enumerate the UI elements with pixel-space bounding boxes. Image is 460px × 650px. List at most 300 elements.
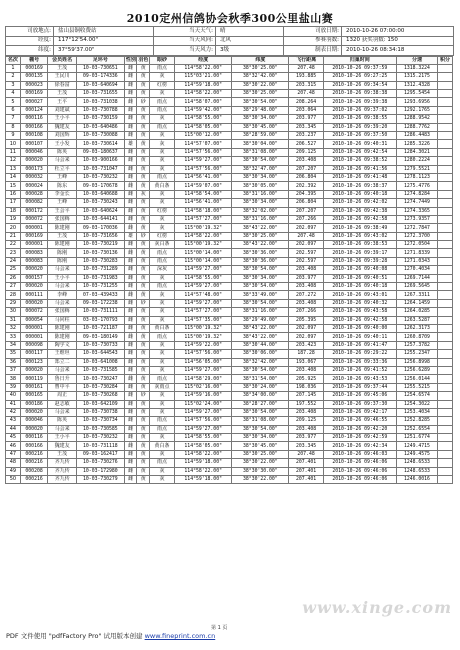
table-cell: 黄 [137, 215, 150, 223]
table-cell: 38°30'25.00" [232, 64, 289, 72]
table-cell: 2010-10-26 09:46:55 [323, 417, 396, 425]
table-cell: 黄 [137, 241, 150, 249]
table-row [6, 434, 453, 442]
table-cell: 207.48 [289, 232, 323, 240]
table-cell: 王小平 [48, 434, 77, 442]
table-cell: 砂 [137, 299, 150, 307]
table-cell: 10-03-731255 [76, 283, 124, 291]
table-cell [438, 400, 453, 408]
table-cell: 1256.6289 [396, 366, 437, 374]
table-cell: 灰 [149, 224, 174, 232]
table-cell: 王茂 [48, 450, 77, 458]
table-cell [438, 366, 453, 374]
table-cell: 114°57'48.00" [175, 291, 232, 299]
table-cell: 黄 [137, 417, 150, 425]
table-cell: 雌 [124, 333, 137, 341]
table-cell: 38°29'48.00" [232, 106, 289, 114]
results-table [5, 56, 453, 485]
table-cell: 灰 [149, 90, 174, 98]
table-cell: 10-03-730088 [76, 132, 124, 140]
info-label: 司放日期: [284, 27, 342, 37]
table-cell: 114°57'56.00" [175, 165, 232, 173]
table-cell: 2010-10-26 09:41:52 [323, 366, 396, 374]
table-cell: 齐九传 [48, 467, 77, 475]
table-cell: 2010-10-26 09:40:51 [323, 274, 396, 282]
table-cell: 马会来 [48, 157, 77, 165]
table-cell: 197.552 [289, 400, 323, 408]
table-cell: 38°30'45.00" [232, 442, 289, 450]
table-cell: 27 [6, 283, 21, 291]
table-cell: 2010-10-26 09:37:50 [323, 132, 396, 140]
table-row [6, 224, 453, 232]
column-header: 经度 [175, 56, 232, 64]
table-cell: 2010-10-26 09:39:20 [323, 123, 396, 131]
table-cell: 灰 [149, 215, 174, 223]
table-cell: 203.423 [289, 341, 323, 349]
table-cell: 雌 [124, 325, 137, 333]
table-cell: 38°30'30.00" [232, 467, 289, 475]
table-cell: 115°00'14.00" [175, 257, 232, 265]
table-cell: 207.48 [289, 450, 323, 458]
table-cell: 雨点 [149, 64, 174, 72]
table-cell: 雌 [124, 442, 137, 450]
table-row [6, 274, 453, 282]
table-cell: 115°03'21.00" [175, 73, 232, 81]
table-cell: 38°30'25.00" [232, 450, 289, 458]
table-cell: 10-03-730232 [76, 173, 124, 181]
table-cell: 000172 [20, 207, 47, 215]
table-cell: 26 [6, 274, 21, 282]
table-cell [438, 350, 453, 358]
table-cell: 10-03-731983 [76, 274, 124, 282]
table-cell: 203.237 [289, 132, 323, 140]
table-cell: 雨点 [149, 123, 174, 131]
table-cell: 雌 [124, 408, 137, 416]
table-cell: 000117 [20, 350, 47, 358]
table-row [6, 257, 453, 265]
table-cell: 36 [6, 358, 21, 366]
table-cell: 114°58'22.00" [175, 232, 232, 240]
table-cell: 209.125 [289, 417, 323, 425]
table-cell: 10-03-644543 [76, 350, 124, 358]
table-cell: 雌 [124, 450, 137, 458]
table-cell [438, 392, 453, 400]
table-cell: 灰 [149, 157, 174, 165]
table-cell: 114°58'22.00" [175, 450, 232, 458]
table-cell: 205.925 [289, 375, 323, 383]
table-cell: 黄 [137, 459, 150, 467]
table-cell: 1315.2175 [396, 73, 437, 81]
table-cell: 114°58'22.00" [175, 467, 232, 475]
table-row [6, 442, 453, 450]
table-cell: 10-03-644141 [76, 215, 124, 223]
table-cell: 黄 [137, 64, 150, 72]
table-cell: 000161 [20, 383, 47, 391]
table-cell: 2010-10-26 09:42:59 [323, 434, 396, 442]
table-cell: 115°00'19.32" [175, 224, 232, 232]
table-cell: 4 [6, 90, 21, 98]
table-cell: 09-03-162417 [76, 450, 124, 458]
table-cell [438, 442, 453, 450]
table-cell: 齐九传 [48, 459, 77, 467]
table-row [6, 333, 453, 341]
table-cell: 黄 [137, 408, 150, 416]
table-cell: 黄 [137, 257, 150, 265]
table-cell: 34 [6, 341, 21, 349]
table-cell: 38°30'25.00" [232, 232, 289, 240]
table-cell: 114°58'05.00" [175, 123, 232, 131]
table-cell: 114°58'07.00" [175, 98, 232, 106]
table-cell: 2010-10-26 09:38:52 [323, 157, 396, 165]
table-cell: 马会来 [48, 366, 77, 374]
table-cell: 000027 [20, 98, 47, 106]
table-cell [438, 90, 453, 98]
table-cell: 38°31'16.00" [232, 190, 289, 198]
table-cell: 000116 [20, 115, 47, 123]
table-cell: 114°56'05.00" [175, 358, 232, 366]
table-cell: 雌 [124, 241, 137, 249]
table-cell: 黄 [137, 383, 150, 391]
table-cell: 10-03-731656 [76, 232, 124, 240]
table-cell [438, 459, 453, 467]
table-cell: 204.395 [289, 190, 323, 198]
table-cell: 陈英 [48, 417, 77, 425]
table-cell: 114°57'56.00" [175, 350, 232, 358]
table-cell: 114°59'27.00" [175, 408, 232, 416]
table-cell: 38°30'54.00" [232, 408, 289, 416]
table-cell: 张国梅 [48, 215, 77, 223]
table-cell: 207.207 [289, 207, 323, 215]
table-cell: 209.125 [289, 148, 323, 156]
table-cell: 114°59'18.00" [175, 476, 232, 484]
table-cell: 1267.3311 [396, 291, 437, 299]
table-cell: 1272.3700 [396, 232, 437, 240]
table-cell: 38°30'24.00" [232, 383, 289, 391]
table-cell: 07-03-439433 [76, 291, 124, 299]
table-cell: 红楞 [149, 207, 174, 215]
table-cell: 115°02'24.00" [175, 400, 232, 408]
table-cell: 09-03-172238 [76, 299, 124, 307]
table-cell [438, 316, 453, 324]
table-cell: 38°30'34.00" [232, 115, 289, 123]
table-cell: 2010-10-26 09:46:06 [323, 467, 396, 475]
table-cell: 10-03-640694 [76, 81, 124, 89]
table-cell: 雌 [124, 90, 137, 98]
table-cell: 10-03-730585 [76, 425, 124, 433]
info-label: 参赛羽数: [284, 36, 342, 46]
table-cell: 王维坦 [48, 350, 77, 358]
table-cell [438, 140, 453, 148]
table-cell: 10-03-721187 [76, 325, 124, 333]
table-cell: 10-03-730284 [76, 383, 124, 391]
table-cell: 38°30'54.00" [232, 157, 289, 165]
table-cell: 38°29'49.00" [232, 316, 289, 324]
table-cell: 10-03-900166 [76, 157, 124, 165]
table-cell: 38°30'25.00" [232, 90, 289, 98]
table-cell: 1278.1123 [396, 173, 437, 181]
table-cell: 207.145 [289, 392, 323, 400]
table-cell [438, 165, 453, 173]
table-cell: 雌 [124, 434, 137, 442]
table-cell [438, 383, 453, 391]
table-row [6, 215, 453, 223]
table-cell: 马会来 [48, 299, 77, 307]
table-cell [438, 207, 453, 215]
table-cell: 黄 [137, 148, 150, 156]
table-cell: 2010-10-26 09:29:22 [323, 350, 396, 358]
table-cell: 1252.6554 [396, 425, 437, 433]
table-cell: 2010-10-26 09:40:18 [323, 190, 396, 198]
table-cell: 陈建刚 [48, 325, 77, 333]
table-cell: 47 [6, 450, 21, 458]
table-cell: 41 [6, 400, 21, 408]
table-cell: 陈建刚 [48, 224, 77, 232]
table-cell: 35 [6, 350, 21, 358]
table-cell: 25 [6, 266, 21, 274]
table-cell: 000208 [20, 467, 47, 475]
table-cell: 32 [6, 325, 21, 333]
table-cell: 雌 [124, 249, 137, 257]
table-cell: 10 [6, 140, 21, 148]
info-value: 37°59'37.00" [54, 46, 154, 56]
table-cell: 10-03-731038 [76, 98, 124, 106]
table-cell: 38°30'34.00" [232, 274, 289, 282]
info-label: 司放地点: [6, 27, 54, 37]
table-row [6, 140, 453, 148]
table-cell: 43 [6, 417, 21, 425]
table-cell: 王小平 [48, 115, 77, 123]
table-cell: 黄 [137, 283, 150, 291]
table-cell: 203.977 [289, 274, 323, 282]
table-cell: 王茂 [48, 64, 77, 72]
table-cell: 雨点 [149, 98, 174, 106]
table-cell: 000166 [20, 123, 47, 131]
table-cell: 48 [6, 459, 21, 467]
table-row [6, 476, 453, 484]
table-cell: 38°30'06.00" [232, 350, 289, 358]
table-cell: 114°59'27.00" [175, 157, 232, 165]
table-row [6, 375, 453, 383]
table-row [6, 299, 453, 307]
table-cell: 38°30'36.00" [232, 249, 289, 257]
table-cell: 雌 [124, 341, 137, 349]
table-cell: 23 [6, 249, 21, 257]
table-row [6, 81, 453, 89]
table-cell: 115°00'19.32" [175, 333, 232, 341]
table-cell: 38°30'45.00" [232, 123, 289, 131]
table-cell: 陈东 [48, 182, 77, 190]
table-cell: 09-03-170036 [76, 224, 124, 232]
info-value: 2010-10-26 08:34:18 [342, 46, 454, 56]
table-cell: 陈刚 [48, 257, 77, 265]
table-row [6, 283, 453, 291]
table-cell: 000165 [20, 392, 47, 400]
table-cell: 徐春富 [48, 81, 77, 89]
table-cell: 雌 [124, 215, 137, 223]
table-cell: 10-03-642109 [76, 400, 124, 408]
table-row [6, 467, 453, 475]
table-row [6, 132, 453, 140]
table-cell: 203.064 [289, 106, 323, 114]
table-cell [438, 274, 453, 282]
table-cell: 2010-10-26 09:42:34 [323, 442, 396, 450]
table-cell: 38°30'44.00" [232, 341, 289, 349]
table-cell: 2010-10-26 09:41:56 [323, 165, 396, 173]
table-cell: 000020 [20, 266, 47, 274]
table-cell: 雨点 [149, 333, 174, 341]
results-header-row [6, 56, 453, 64]
table-cell [438, 123, 453, 131]
table-cell: 187.28 [289, 350, 323, 358]
table-cell: 000107 [20, 140, 47, 148]
table-cell: 黄 [137, 325, 150, 333]
table-cell: 000023 [20, 81, 47, 89]
table-cell: 黄 [137, 224, 150, 232]
table-cell [438, 333, 453, 341]
table-cell: 114°58'55.00" [175, 274, 232, 282]
table-cell [438, 308, 453, 316]
table-cell: 203.408 [289, 157, 323, 165]
table-cell: 黄 [137, 291, 150, 299]
table-cell: 203.408 [289, 283, 323, 291]
table-cell: 马会来 [48, 408, 77, 416]
table-cell: 10-03-731118 [76, 442, 124, 450]
pdf-footer [6, 631, 215, 640]
table-cell: 10-03-640624 [76, 207, 124, 215]
table-cell: 2010-10-26 09:34:54 [323, 81, 396, 89]
table-cell: 灰 [149, 115, 174, 123]
table-cell: 2010-10-26 09:40:08 [323, 266, 396, 274]
table-cell: 1285.3226 [396, 140, 437, 148]
table-cell: 114°59'27.00" [175, 283, 232, 291]
table-cell: 10-03-640688 [76, 190, 124, 198]
column-header: 飞行距离 [289, 56, 323, 64]
table-cell: 黄 [137, 358, 150, 366]
table-row [6, 417, 453, 425]
info-label: 制表日期: [284, 46, 342, 56]
table-cell: 1274.3365 [396, 207, 437, 215]
table-cell: 魏建友 [48, 442, 77, 450]
table-cell: 000020 [20, 299, 47, 307]
table-cell: 17 [6, 199, 21, 207]
table-cell: 雌 [124, 459, 137, 467]
table-cell [438, 81, 453, 89]
table-cell: 2010-10-26 09:41:47 [323, 341, 396, 349]
table-cell: 2010-10-26 09:37:44 [323, 383, 396, 391]
table-row [6, 249, 453, 257]
table-cell: 周正 [48, 392, 77, 400]
table-cell: 1263.5287 [396, 316, 437, 324]
table-cell: 2010-10-26 09:39:28 [323, 257, 396, 265]
table-cell: 38°31'54.00" [232, 375, 289, 383]
table-row [6, 366, 453, 374]
footer-link[interactable]: www.fineprint.com.cn [144, 632, 216, 640]
table-cell: 38°43'22.00" [232, 224, 289, 232]
table-cell: 李峰 [48, 291, 77, 299]
table-cell: 40 [6, 392, 21, 400]
table-cell: 114°58'55.00" [175, 434, 232, 442]
table-cell: 2010-10-26 09:42:38 [323, 207, 396, 215]
table-cell: 1293.6956 [396, 98, 437, 106]
table-cell: 20 [6, 224, 21, 232]
table-cell: 2010-10-26 09:40:32 [323, 299, 396, 307]
race-info-table [5, 26, 454, 56]
table-cell: 1272.7847 [396, 224, 437, 232]
table-cell: 114°58'22.00" [175, 64, 232, 72]
table-cell: 雌 [124, 266, 137, 274]
table-cell: 王峰 [48, 199, 77, 207]
table-cell: 雌 [124, 366, 137, 374]
table-cell: 10-03-730243 [76, 199, 124, 207]
site-watermark: www.xinge.com [302, 598, 452, 617]
table-cell: 陶学文 [48, 341, 77, 349]
table-cell: 16 [6, 190, 21, 198]
table-cell: 灰 [149, 392, 174, 400]
table-cell: 灰 [149, 165, 174, 173]
table-cell: 黄 [137, 249, 150, 257]
table-cell: 10-03-730159 [76, 115, 124, 123]
column-header: 分速 [396, 56, 437, 64]
table-cell: 雌 [124, 207, 137, 215]
table-cell: 38°30'34.00" [232, 173, 289, 181]
column-header: 羽色 [138, 56, 149, 63]
table-cell: 黄白条 [149, 325, 174, 333]
table-cell: 2010-10-26 09:42:58 [323, 215, 396, 223]
table-cell: 38°30'34.00" [232, 199, 289, 207]
table-cell: 203.408 [289, 299, 323, 307]
table-cell: 1275.4776 [396, 182, 437, 190]
table-cell: 19 [6, 215, 21, 223]
table-cell: 1256.0144 [396, 375, 437, 383]
table-cell: 206.804 [289, 199, 323, 207]
table-cell: 灰 [149, 190, 174, 198]
table-cell: 灰 [149, 358, 174, 366]
table-cell: 10-03-730276 [76, 459, 124, 467]
table-cell: 38 [6, 375, 21, 383]
table-cell: 114°58'54.00" [175, 190, 232, 198]
column-header: 性别 [125, 56, 136, 63]
table-cell: 44 [6, 425, 21, 433]
table-cell: 2010-10-26 09:38:53 [323, 241, 396, 249]
table-cell: 雨点 [149, 425, 174, 433]
table-cell: 灰 [137, 190, 150, 198]
table-row [6, 266, 453, 274]
table-cell: 雌 [124, 73, 137, 81]
info-value: 117°12'54.00" [54, 36, 154, 46]
table-row [6, 199, 453, 207]
table-cell: 38°31'08.00" [232, 148, 289, 156]
table-cell: 114°58'18.00" [175, 207, 232, 215]
table-cell: 3 [6, 81, 21, 89]
table-cell: 王民川 [48, 73, 77, 81]
table-cell: 1249.4575 [396, 450, 437, 458]
table-cell: 雨点 [149, 459, 174, 467]
table-cell: 198.036 [289, 383, 323, 391]
table-cell: 10-03-730268 [76, 392, 124, 400]
table-cell: 6 [6, 106, 21, 114]
table-cell: 38°43'22.00" [232, 333, 289, 341]
table-cell: 000216 [20, 459, 47, 467]
table-cell [438, 417, 453, 425]
table-cell: 11 [6, 148, 21, 156]
table-cell: 114°59'22.00" [175, 341, 232, 349]
table-cell: 雌 [124, 115, 137, 123]
table-cell: 10-03-730651 [76, 64, 124, 72]
column-header: 足环号 [76, 56, 124, 64]
table-cell: 000001 [20, 241, 47, 249]
table-row [6, 115, 453, 123]
table-cell: 陈英 [48, 148, 77, 156]
